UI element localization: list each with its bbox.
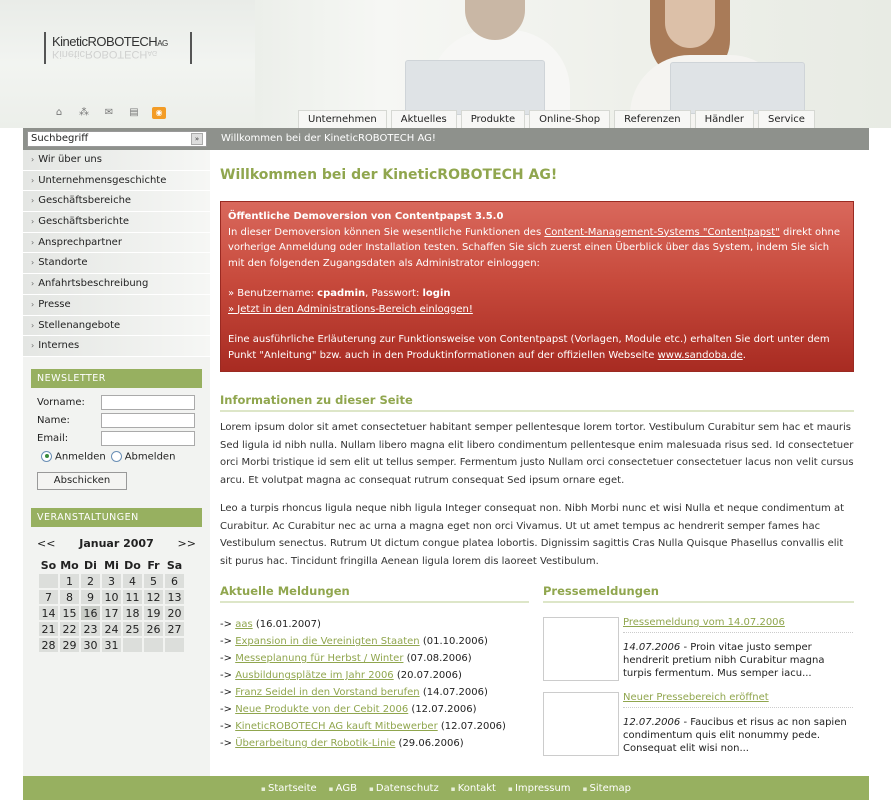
footer-link-impressum[interactable]: ▪ Impressum bbox=[508, 783, 571, 794]
weekday: Sa bbox=[166, 558, 183, 572]
calendar-day bbox=[144, 638, 163, 652]
unsubscribe-option[interactable]: Abmelden bbox=[111, 451, 176, 463]
calendar-week bbox=[39, 622, 184, 636]
calendar-day[interactable]: 3 bbox=[102, 574, 121, 588]
footer bbox=[23, 776, 869, 800]
divider bbox=[623, 707, 853, 708]
tab-referenzen[interactable]: Referenzen bbox=[614, 110, 690, 128]
chevron-right-icon: › bbox=[31, 155, 35, 164]
calendar-next-button[interactable]: >> bbox=[177, 537, 196, 551]
firstname-field[interactable] bbox=[101, 395, 195, 410]
calendar-day[interactable]: 28 bbox=[39, 638, 58, 652]
sidebar-item-ansprechpartner[interactable]: › Ansprechpartner bbox=[23, 233, 210, 254]
calendar-day[interactable]: 18 bbox=[123, 606, 142, 620]
tab-online-shop[interactable]: Online-Shop bbox=[529, 110, 610, 128]
calendar-week bbox=[39, 590, 184, 604]
header-icons bbox=[52, 107, 166, 119]
press-title-link[interactable]: Neuer Pressebereich eröffnet bbox=[623, 692, 769, 703]
welcome-bar-text: Willkommen bei der KineticROBOTECH AG! bbox=[221, 133, 436, 144]
calendar-day[interactable]: 2 bbox=[81, 574, 100, 588]
calendar-day[interactable]: 25 bbox=[123, 622, 142, 636]
chevron-right-icon: › bbox=[31, 196, 35, 206]
calendar bbox=[37, 556, 186, 654]
demo-notice-intro: In dieser Demoversion können Sie wesentliche Funktionen des Content-Management-Systems "Contentpapst" direkt ohne vorherige Anmeldung oder Installation testen. Schaffen Sie sich zuerst einen Überblick über das System, indem Sie sich mit den folgenden Zugangsdaten als Administrator einloggen: bbox=[228, 226, 840, 269]
tab-aktuelles[interactable]: Aktuelles bbox=[391, 110, 457, 128]
calendar-day[interactable]: 7 bbox=[39, 590, 58, 604]
admin-login-link[interactable]: » Jetzt in den Administrations-Bereich einloggen! bbox=[228, 303, 473, 315]
news-link[interactable]: KineticROBOTECH AG kauft Mitbewerber bbox=[235, 721, 438, 732]
sidebar-item-geschaeftsbereiche[interactable]: › Geschäftsbereiche bbox=[23, 191, 210, 212]
info-section-title: Informationen zu dieser Seite bbox=[220, 393, 854, 412]
calendar-day[interactable]: 29 bbox=[60, 638, 79, 652]
calendar-prev-button[interactable]: << bbox=[37, 537, 56, 551]
email-label: Email: bbox=[37, 432, 69, 444]
press-thumbnail[interactable] bbox=[543, 692, 619, 756]
footer-link-startseite[interactable]: ▪ Startseite bbox=[261, 783, 317, 794]
weekday: So bbox=[40, 558, 57, 572]
press-title-link[interactable]: Pressemeldung vom 14.07.2006 bbox=[623, 617, 785, 628]
news-link[interactable]: Expansion in die Vereinigten Staaten bbox=[235, 636, 420, 647]
header-photo bbox=[255, 0, 891, 128]
tab-service[interactable]: Service bbox=[758, 110, 815, 128]
search-input[interactable]: Suchbegriff bbox=[27, 131, 207, 147]
sidebar-item-presse[interactable]: › Presse bbox=[23, 295, 210, 316]
calendar-day[interactable]: 17 bbox=[102, 606, 121, 620]
mail-icon[interactable]: ✉ bbox=[104, 107, 114, 118]
press-thumbnail[interactable] bbox=[543, 617, 619, 681]
top-bar bbox=[23, 128, 869, 150]
newsletter-name-row bbox=[37, 412, 210, 430]
photo-laptop-2 bbox=[670, 62, 805, 114]
calendar-day[interactable]: 14 bbox=[39, 606, 58, 620]
news-link[interactable]: Ausbildungsplätze im Jahr 2006 bbox=[235, 670, 394, 681]
header bbox=[0, 0, 891, 128]
info-paragraph-2: Leo a turpis rhoncus ligula neque nibh ligula Integer consequat non. Nibh Morbi nunc et wisi Nulla et neque condimentum at Curabitur. Ac Curabitur nec ac urna a magna eget non orci Vivamus. Ut ut amet tempus ac hendrerit semper fames hac Vestibulum senectus. Rutrum Ut dictum congue platea lobortis. Dignissim sagittis Cras Nulla Quisque Phasellus convallis elit sit purus hac. Tincidunt fringilla Aenean ligula lorem dis laoreet Vestibulum. bbox=[220, 503, 844, 567]
chevron-right-icon: › bbox=[31, 258, 35, 268]
calendar-day[interactable]: 20 bbox=[165, 606, 184, 620]
calendar-day bbox=[123, 638, 142, 652]
calendar-day[interactable]: 15 bbox=[60, 606, 79, 620]
calendar-day[interactable]: 27 bbox=[165, 622, 184, 636]
list-item: -> Expansion in die Vereinigten Staaten (01.10.2006) bbox=[220, 636, 488, 647]
home-icon[interactable]: ⌂ bbox=[55, 107, 63, 118]
weekday: Do bbox=[124, 558, 141, 572]
demo-notice-outro: Eine ausführliche Erläuterung zur Funktionsweise von Contentpapst (Vorlagen, Module etc.) erhalten Sie dort unter dem Punkt "Anleitung" bzw. auch in den Produktinformationen auf der offiziellen Webseite www.sandoba.de. bbox=[228, 334, 830, 361]
footer-link-sitemap[interactable]: ▪ Sitemap bbox=[583, 783, 631, 794]
unsubscribe-radio[interactable] bbox=[111, 451, 122, 462]
sidebar bbox=[23, 150, 210, 776]
sidebar-item-geschaeftsberichte[interactable]: › Geschäftsberichte bbox=[23, 212, 210, 233]
calendar-day[interactable]: 13 bbox=[165, 590, 184, 604]
page-title: Willkommen bei der KineticROBOTECH AG! bbox=[220, 167, 558, 183]
calendar-week bbox=[39, 606, 184, 620]
weekday: Mo bbox=[60, 558, 79, 572]
calendar-day[interactable]: 4 bbox=[123, 574, 142, 588]
print-icon[interactable]: ▤ bbox=[129, 107, 139, 118]
calendar-day[interactable]: 30 bbox=[81, 638, 100, 652]
sandoba-link[interactable]: www.sandoba.de bbox=[657, 349, 743, 361]
calendar-day[interactable]: 26 bbox=[144, 622, 163, 636]
calendar-day[interactable]: 8 bbox=[60, 590, 79, 604]
calendar-day-today[interactable]: 16 bbox=[81, 606, 100, 620]
calendar-day[interactable]: 24 bbox=[102, 622, 121, 636]
sidebar-item-internes[interactable]: › Internes bbox=[23, 336, 210, 357]
chevron-right-icon: › bbox=[31, 279, 35, 289]
calendar-day bbox=[39, 574, 58, 588]
press-teaser: 12.07.2006 - Faucibus et risus ac non sapien condimentum quis elit nonummy pede. Consequat elit wisi non... bbox=[623, 717, 847, 754]
divider bbox=[623, 632, 853, 633]
demo-notice bbox=[220, 201, 854, 372]
name-field[interactable] bbox=[101, 413, 195, 428]
calendar-day[interactable]: 19 bbox=[144, 606, 163, 620]
calendar-day[interactable]: 10 bbox=[102, 590, 121, 604]
calendar-weekdays bbox=[39, 558, 184, 572]
news-list bbox=[220, 616, 506, 752]
photo-person-2-face bbox=[665, 0, 715, 48]
weekday: Fr bbox=[147, 558, 160, 572]
news-link[interactable]: Überarbeitung der Robotik-Linie bbox=[235, 738, 396, 749]
rss-icon[interactable]: ◉ bbox=[152, 107, 166, 119]
footer-link-datenschutz[interactable]: ▪ Datenschutz bbox=[369, 783, 439, 794]
subscribe-option[interactable]: Anmelden bbox=[41, 451, 106, 463]
events-heading: VERANSTALTUNGEN bbox=[31, 508, 202, 527]
chevron-right-icon: › bbox=[31, 175, 35, 185]
calendar-day[interactable]: 21 bbox=[39, 622, 58, 636]
newsletter-options bbox=[41, 451, 210, 463]
press-teaser: 14.07.2006 - Proin vitae justo semper hendrerit pretium nibh Curabitur magna turpis fermentum. Mus semper iacu... bbox=[623, 642, 825, 679]
info-paragraph-1: Lorem ipsum dolor sit amet consectetuer habitant semper pellentesque lorem tortor. Vestibulum Curabitur sem hac et mauris Sed ligula id nibh nulla. Nullam libero magna elit libero condimentum pellentesque enim malesuada risus sed. Id consectetuer orci Morbi tristique id sem elit ut tellus semper. Fermentum justo Nullam orci consectetuer consectetuer lacus non velit cursus arcu. Et volutpat magna ac consequat rutrum consequat Sed ipsum ornare eget. bbox=[220, 422, 854, 486]
demo-notice-heading: Öffentliche Demoversion von Contentpapst 3.5.0 bbox=[228, 211, 504, 222]
sidebar-item-wir-ueber-uns[interactable]: › Wir über uns bbox=[23, 150, 210, 171]
calendar-day[interactable]: 9 bbox=[81, 590, 100, 604]
footer-link-agb[interactable]: ▪ AGB bbox=[329, 783, 357, 794]
sitemap-icon[interactable]: ⁂ bbox=[79, 107, 89, 118]
news-link[interactable]: Messeplanung für Herbst / Winter bbox=[235, 653, 404, 664]
calendar-day[interactable]: 12 bbox=[144, 590, 163, 604]
calendar-day[interactable]: 5 bbox=[144, 574, 163, 588]
tab-unternehmen[interactable]: Unternehmen bbox=[298, 110, 387, 128]
sidebar-item-standorte[interactable]: › Standorte bbox=[23, 253, 210, 274]
email-field[interactable] bbox=[101, 431, 195, 446]
demo-credentials: » Benutzername: cpadmin, Passwort: login bbox=[228, 288, 451, 299]
news-section-title: Aktuelle Meldungen bbox=[220, 584, 529, 603]
list-item: -> KineticROBOTECH AG kauft Mitbewerber (12.07.2006) bbox=[220, 721, 506, 732]
sidebar-item-stellenangebote[interactable]: › Stellenangebote bbox=[23, 316, 210, 337]
list-item: -> Überarbeitung der Robotik-Linie (29.06.2006) bbox=[220, 738, 464, 749]
news-link[interactable]: aas bbox=[235, 619, 253, 630]
tab-produkte[interactable]: Produkte bbox=[461, 110, 525, 128]
cms-link[interactable]: Content-Management-Systems "Contentpapst" bbox=[544, 226, 780, 238]
newsletter-email-row bbox=[37, 430, 210, 448]
press-item bbox=[543, 617, 853, 687]
weekday: Di bbox=[84, 558, 97, 572]
chevron-right-icon: › bbox=[31, 237, 35, 247]
newsletter-firstname-row bbox=[37, 394, 210, 412]
calendar-day[interactable]: 31 bbox=[102, 638, 121, 652]
calendar-week bbox=[39, 574, 184, 588]
main-content bbox=[210, 150, 869, 776]
newsletter-heading: NEWSLETTER bbox=[31, 369, 202, 388]
photo-laptop-1 bbox=[405, 60, 545, 115]
calendar-day[interactable]: 23 bbox=[81, 622, 100, 636]
search-button[interactable]: » bbox=[191, 133, 203, 145]
list-item: -> Neue Produkte von der Cebit 2006 (12.07.2006) bbox=[220, 704, 477, 715]
news-link[interactable]: Neue Produkte von der Cebit 2006 bbox=[235, 704, 409, 715]
name-label: Name: bbox=[37, 414, 70, 426]
calendar-day[interactable]: 22 bbox=[60, 622, 79, 636]
press-section-title: Pressemeldungen bbox=[543, 584, 854, 603]
demo-password: login bbox=[422, 288, 451, 299]
calendar-day bbox=[165, 638, 184, 652]
tab-haendler[interactable]: Händler bbox=[695, 110, 754, 128]
sidebar-item-anfahrtsbeschreibung[interactable]: › Anfahrtsbeschreibung bbox=[23, 274, 210, 295]
chevron-right-icon: › bbox=[31, 341, 35, 351]
calendar-month: Januar 2007 bbox=[79, 537, 154, 551]
calendar-day[interactable]: 1 bbox=[60, 574, 79, 588]
logo[interactable] bbox=[44, 32, 192, 64]
chevron-right-icon: › bbox=[31, 217, 35, 227]
firstname-label: Vorname: bbox=[37, 396, 85, 408]
newsletter-submit-button[interactable]: Abschicken bbox=[37, 472, 127, 490]
sidebar-nav bbox=[23, 150, 210, 357]
footer-link-kontakt[interactable]: ▪ Kontakt bbox=[451, 783, 496, 794]
chevron-right-icon: › bbox=[31, 299, 35, 309]
news-link[interactable]: Franz Seidel in den Vorstand berufen bbox=[235, 687, 420, 698]
demo-username: cpadmin bbox=[317, 288, 366, 299]
calendar-week bbox=[39, 638, 184, 652]
calendar-day[interactable]: 11 bbox=[123, 590, 142, 604]
list-item: -> Ausbildungsplätze im Jahr 2006 (20.07.2006) bbox=[220, 670, 462, 681]
list-item: -> Messeplanung für Herbst / Winter (07.08.2006) bbox=[220, 653, 472, 664]
logo-text: KineticROBOTECHAG bbox=[52, 34, 168, 49]
list-item: -> aas (16.01.2007) bbox=[220, 619, 321, 630]
list-item: -> Franz Seidel in den Vorstand berufen (14.07.2006) bbox=[220, 687, 488, 698]
chevron-right-icon: › bbox=[31, 320, 35, 330]
logo-reflection: KineticROBOTECHAG bbox=[52, 48, 158, 60]
subscribe-radio[interactable] bbox=[41, 451, 52, 462]
main-tabs bbox=[298, 110, 815, 128]
calendar-day[interactable]: 6 bbox=[165, 574, 184, 588]
calendar-nav bbox=[31, 537, 202, 550]
press-item bbox=[543, 692, 853, 762]
weekday: Mi bbox=[104, 558, 119, 572]
sidebar-item-unternehmensgeschichte[interactable]: › Unternehmensgeschichte bbox=[23, 171, 210, 192]
